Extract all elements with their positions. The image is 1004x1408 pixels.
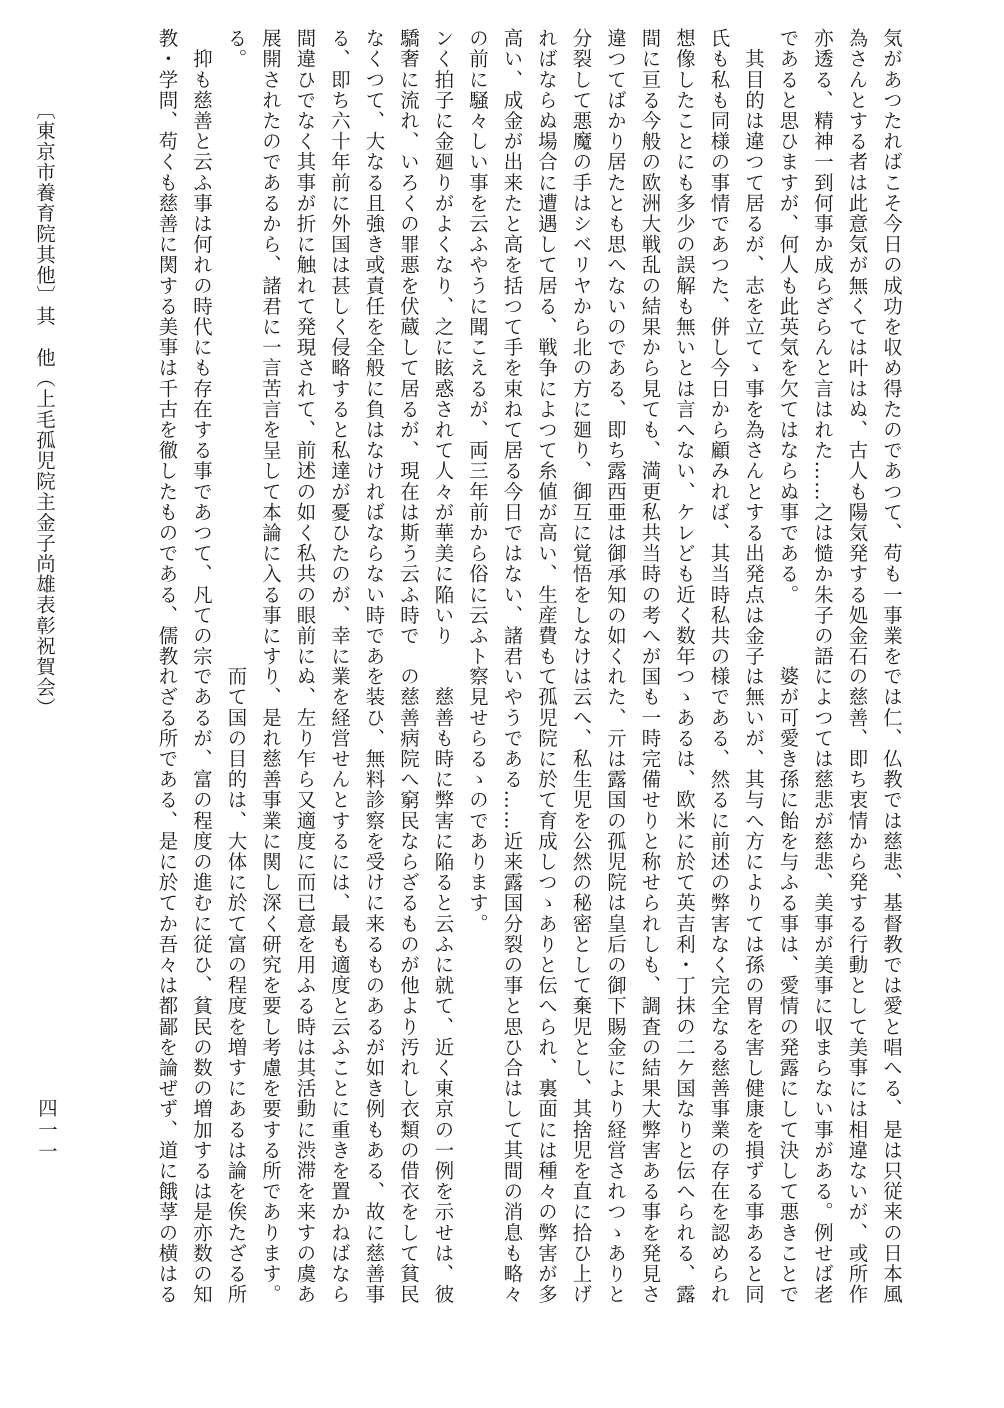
text-column: る、即ち六十年前に外国は甚しく侵略すると私達が憂ひたのが、幸に [328,28,351,667]
text-column: ぬ、左り乍ら又適度に而已意を用ふる時は其活動に渋滞を来すの虞あ [293,666,317,1305]
text-column: の慈善病院へ窮民ならざるものが他より汚れし衣類の借衣をして貧民 [397,666,420,1305]
text-column: 慈善も時に弊害に陥ると云ふに就て、近く東京の一例を示せは、彼 [431,666,455,1305]
text-column: 高い、成金が出来たと高を括つて手を束ねて居る今日ではない、諸君 [500,28,524,667]
text-column: れた、亓は露国の孤児院は皇后の御下賜金により経営されつゝありと [604,666,627,1305]
text-column: て孤児院に於て育成しつゝありと伝へられ、裏面には種々の弊害が多 [535,666,558,1305]
text-column: を装ひ、無料診察を受けに来るものあるが如き例もある、故に慈善事 [362,666,386,1305]
text-column: ンく拍子に金廻りがよくなり、之に眩惑されて人々が華美に陥いり [431,28,455,646]
text-column: いやうである……近来露国分裂の事と思ひ合はして其間の消息も略々 [500,666,524,1305]
text-column: によつては慈悲が慈悲、美事が美事に収まらない事がある。例せば老 [811,666,834,1305]
text-column: つゝあるは、欧米に於て英吉利・丁抹の二ケ国なりと伝へられる、露 [673,666,696,1305]
text-column: り、是れ慈善事業に関し深く研究を要し考慮を要する所であります。 [259,666,282,1305]
page-number: 四一一 [35,1098,58,1163]
text-column: であると思ひますが、何人も此英気を欠てはならぬ事である。 [776,28,800,605]
header-section-label: 其 他 [33,306,56,368]
text-column: 気があつたればこそ今日の成功を収め得たのであつて、苟も一事業を [880,28,903,667]
header-category-label: 〔東京市養育院其他〕 [33,100,56,306]
text-column: 為さんとする者は此意気が無くては叶はぬ、古人も陽気発する処金石 [845,28,869,667]
text-column: 驕奢に流れ、いろくの罪悪を伏蔵して居るが、現在は斯う云ふ時で [397,28,420,646]
text-column: 間に亘る今般の欧洲大戦乱の結果から見ても、満更私共当時の考へが [638,28,662,667]
text-column: 而て国の目的は、大体に於て富の程度を増すにあるは論を俟たざる所 [224,666,248,1305]
text-column: 察見せらるゝのであります。 [466,666,489,934]
text-column: では仁、仏教では慈悲、基督教では愛と唱へる、是は只従来の日本風 [880,666,903,1305]
text-column: 様である、然るに前述の弊害なく完全なる慈善事業の存在を認められ [707,666,731,1305]
running-header [30,100,58,719]
text-column: 氏も私も同様の事情であつた、併し今日から顧みれば、其当時私共の [707,28,731,667]
text-column: 抑も慈善と云ふ事は何れの時代にも存在する事であつて、凡ての宗 [190,28,213,667]
text-column: ればならぬ場合に遭遇して居る、戦争によつて糸値が高い、生産費も [535,28,558,667]
text-column: れざる所である、是に於てか吾々は都鄙を論ぜず、道に餓莩の横はる [155,666,179,1305]
text-column: 其目的は違つて居るが、志を立てゝ事を為さんとする出発点は金子 [742,28,765,667]
text-column: であるが、富の程度の進むに従ひ、貧民の数の増加するは是亦数の知 [190,666,213,1305]
text-column: 婆が可愛き孫に飴を与ふる事は、愛情の発露にして決して悪きことで [776,666,800,1305]
text-column: の慈善、即ち衷情から発する行動として美事には相違ないが、或所作 [845,666,869,1305]
text-column: 展開されたのであるから、諸君に一言苦言を呈して本論に入る事にす [259,28,282,667]
header-title-label: （上毛孤児院主金子尚雄表彰祝賀会） [33,367,56,719]
text-column: 亦透る、精神一到何事か成らざらんと言はれた……之は慥か朱子の語 [811,28,834,667]
lower-text-block [98,666,908,1306]
text-column: る。 [224,28,248,70]
text-column: は云へ、私生児を公然の秘密として棄児とし、其捨児を直に拾ひ上げ [569,666,593,1305]
text-column: 国も一時完備せりと称せられしも、調査の結果大弊害ある事を発見さ [638,666,662,1305]
text-column: 業を経営せんとするには、最も適度と云ふことに重きを置かねばなら [328,666,351,1305]
text-column: は無いが、其与へ方によりては孫の胃を害し健康を損ずる事あると同 [742,666,765,1305]
text-column: なくつて、大なる且強き或責任を全般に負はなければならない時であ [362,28,386,667]
text-column: 教・学問、苟くも慈善に関する美事は千古を徹したものである、儒教 [155,28,179,667]
text-column: 違つてばかり居たとも思へないのである、即ち露西亜は御承知の如く [604,28,627,667]
text-column: 分裂して悪魔の手はシベリヤから北の方に廻り、御互に覚悟をしなけ [569,28,593,667]
text-column: 想像したことにも多少の誤解も無いとは言へない、ケレども近く数年 [673,28,696,667]
text-column: 間違ひでなく其事が折に触れて発現されて、前述の如く私共の眼前に [293,28,317,667]
upper-text-block [155,28,908,667]
text-column: の前に騒々しい事を云ふやうに聞こえるが、両三年前から俗に云ふト [466,28,489,667]
